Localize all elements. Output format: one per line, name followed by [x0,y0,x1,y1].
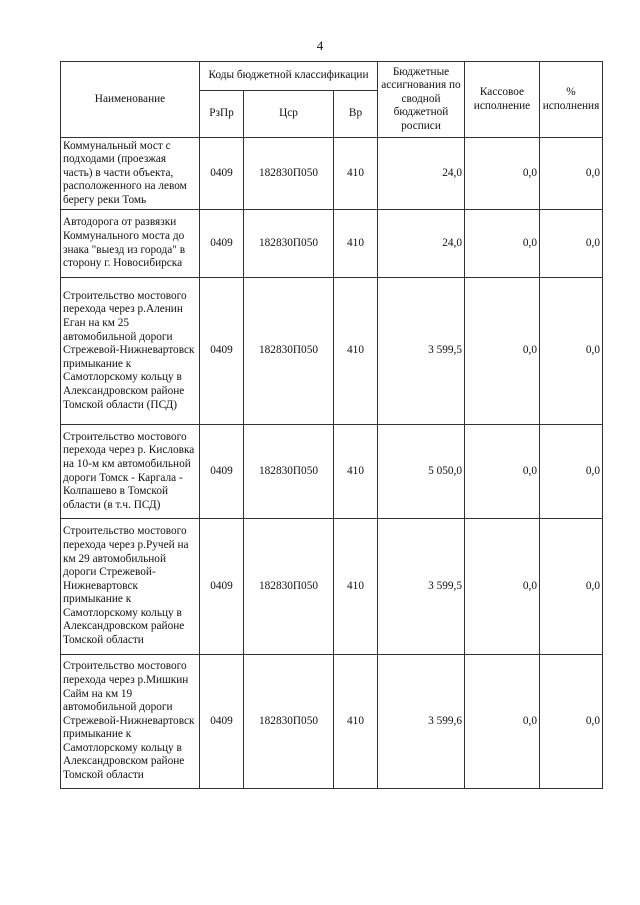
row-name: Строительство мостового перехода через р. Кисловка на 10-м км автомобильной дороги Томск - Каргала - Колпашево в Томской области (в т.ч. ПСД) [61,425,200,519]
table-row [61,210,603,278]
table-row [61,519,603,655]
table-row [61,425,603,519]
row-percent: 0,0 [540,425,603,519]
header-name: Наименование [61,62,200,138]
row-csr: 182830П050 [244,138,334,210]
row-cash: 0,0 [465,425,540,519]
row-rzpr: 0409 [200,210,244,278]
row-vr: 410 [334,278,378,425]
row-vr: 410 [334,655,378,789]
row-assignments: 24,0 [378,210,465,278]
row-assignments: 3 599,5 [378,519,465,655]
row-rzpr: 0409 [200,519,244,655]
row-assignments: 5 050,0 [378,425,465,519]
row-percent: 0,0 [540,519,603,655]
row-rzpr: 0409 [200,138,244,210]
budget-table [60,61,603,789]
header-cash: Кассовое исполнение [465,62,540,138]
header-percent: % исполнения [540,62,603,138]
header-rzpr: РзПр [200,91,244,138]
row-csr: 182830П050 [244,519,334,655]
header-vr: Вр [334,91,378,138]
row-name: Строительство мостового перехода через р.Ручей на км 29 автомобильной дороги Стрежевой-Нижневартовск примыкание к Самотлорскому кольцу в Александровском районе Томской области [61,519,200,655]
row-percent: 0,0 [540,278,603,425]
row-vr: 410 [334,138,378,210]
table-row [61,655,603,789]
row-csr: 182830П050 [244,655,334,789]
row-name: Строительство мостового перехода через р.Аленин Еган на км 25 автомобильной дороги Стрежевой-Нижневартовск примыкание к Самотлорскому кольцу в Александровском районе Томской области (ПСД) [61,278,200,425]
header-csr: Цср [244,91,334,138]
row-percent: 0,0 [540,655,603,789]
row-percent: 0,0 [540,138,603,210]
row-assignments: 3 599,5 [378,278,465,425]
row-assignments: 3 599,6 [378,655,465,789]
row-rzpr: 0409 [200,278,244,425]
row-name: Строительство мостового перехода через р.Мишкин Сайм на км 19 автомобильной дороги Стрежевой-Нижневартовск примыкание к Самотлорскому кольцу в Александровском районе Томской области [61,655,200,789]
row-csr: 182830П050 [244,210,334,278]
row-cash: 0,0 [465,210,540,278]
row-name: Автодорога от развязки Коммунального моста до знака "выезд из города" в сторону г. Новосибирска [61,210,200,278]
table-row [61,278,603,425]
row-cash: 0,0 [465,655,540,789]
row-assignments: 24,0 [378,138,465,210]
row-vr: 410 [334,519,378,655]
row-cash: 0,0 [465,519,540,655]
row-cash: 0,0 [465,278,540,425]
table-row [61,138,603,210]
header-assignments: Бюджетные ассигнования по сводной бюджетной росписи [378,62,465,138]
row-vr: 410 [334,210,378,278]
row-csr: 182830П050 [244,425,334,519]
row-percent: 0,0 [540,210,603,278]
row-cash: 0,0 [465,138,540,210]
row-csr: 182830П050 [244,278,334,425]
header-codes-group: Коды бюджетной классификации [200,62,378,91]
row-vr: 410 [334,425,378,519]
row-name: Коммунальный мост с подходами (проезжая часть) в части объекта, расположенного на левом берегу реки Томь [61,138,200,210]
page-number: 4 [316,38,324,53]
row-rzpr: 0409 [200,655,244,789]
row-rzpr: 0409 [200,425,244,519]
